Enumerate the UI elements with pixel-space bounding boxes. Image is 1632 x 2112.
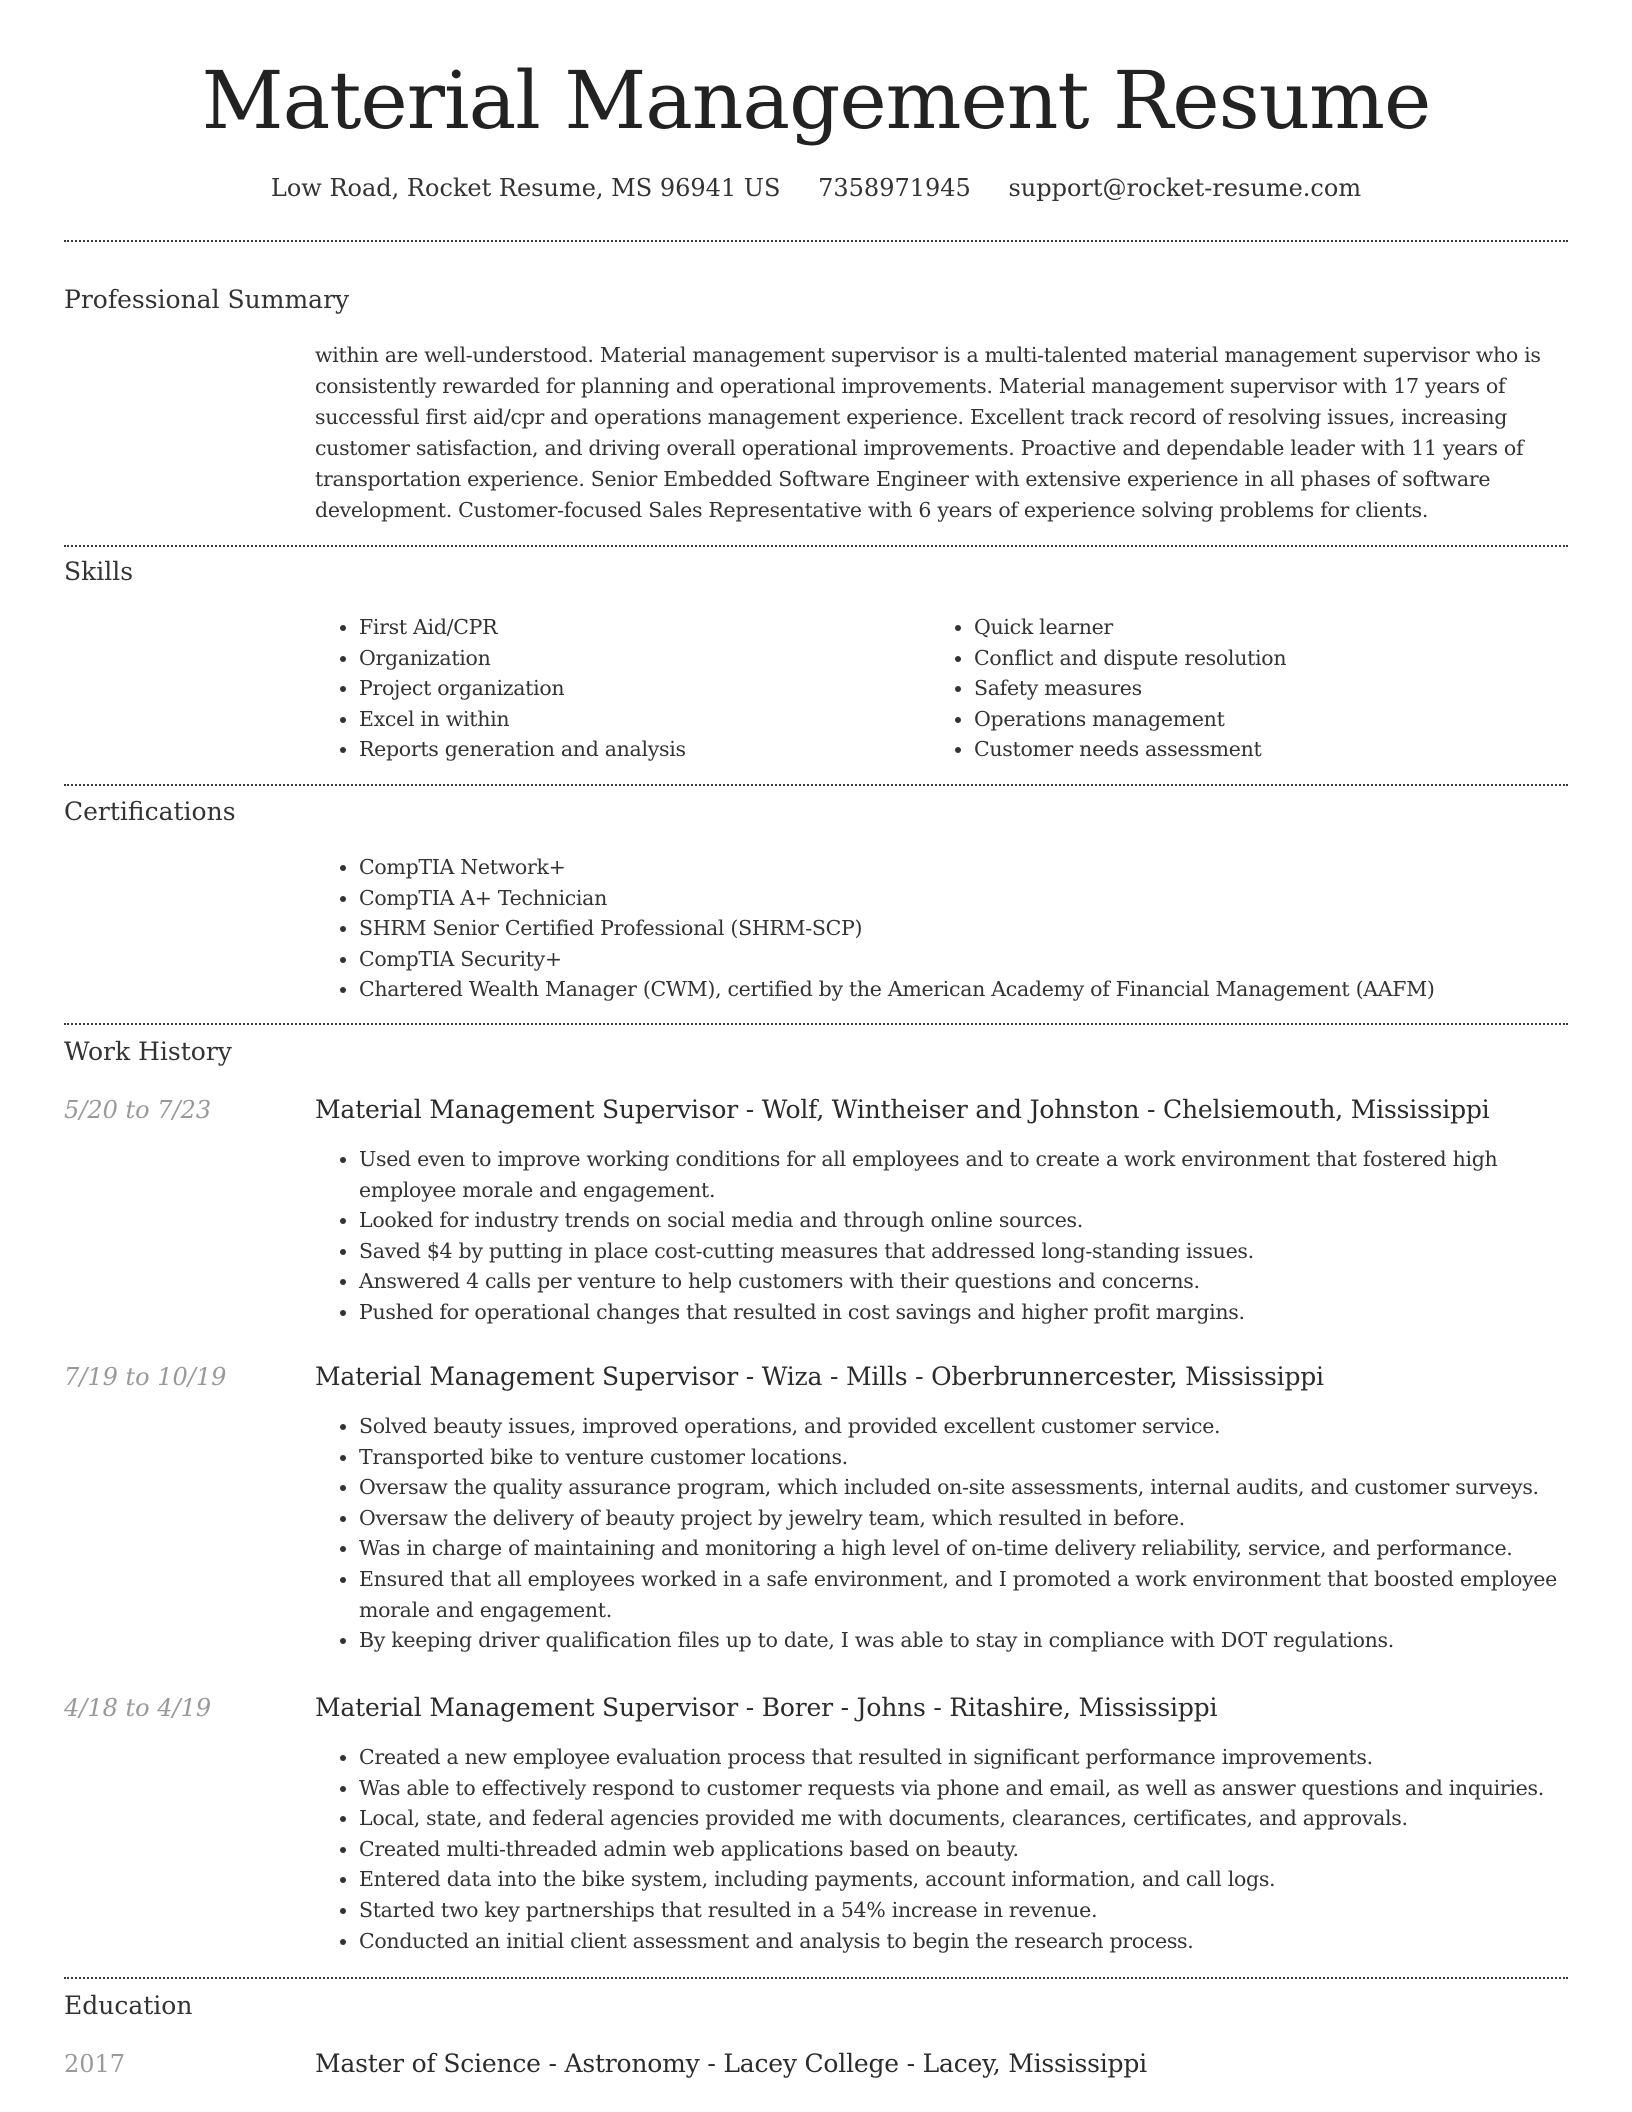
section-heading-education: Education [64, 1991, 193, 2020]
job-bullet: • Pushed for operational changes that resulted in cost savings and higher profit margins. [359, 1297, 1565, 1328]
skill-item: • Quick learner [974, 612, 1560, 643]
section-heading-work-history: Work History [64, 1037, 232, 1066]
job-duties [315, 1411, 1565, 1656]
job-bullet: • Oversaw the quality assurance program, which included on-site assessments, internal audits, and customer surveys. [359, 1472, 1565, 1503]
job-dates: 7/19 to 10/19 [64, 1363, 227, 1391]
summary-text: within are well-understood. Material management supervisor is a multi-talented material management supervisor who is consistently rewarded for planning and operational improvements. Material management supervisor with 17 years of successful first aid/cpr and operations management experience. Excellent track record of resolving issues, increasing customer satisfaction, and driving overall operational improvements. Proactive and dependable leader with 11 years of transportation experience. Senior Embedded Software Engineer with extensive experience in all phases of software development. Customer-focused Sales Representative with 6 years of experience solving problems for clients. [315, 343, 1541, 522]
skill-item: • Operations management [974, 704, 1560, 735]
contact-line [0, 170, 1632, 206]
certifications-list [315, 852, 1565, 1005]
job-bullet: • Created a new employee evaluation process that resulted in significant performance improvements. [359, 1742, 1565, 1773]
job-bullet: • Looked for industry trends on social media and through online sources. [359, 1205, 1565, 1236]
job-bullet: • Solved beauty issues, improved operations, and provided excellent customer service. [359, 1411, 1565, 1442]
certification-item: • CompTIA Network+ [359, 852, 1565, 883]
certification-item: • CompTIA Security+ [359, 944, 1565, 975]
job-bullet-list [315, 1742, 1565, 1956]
certification-item: • SHRM Senior Certified Professional (SHRM-SCP) [359, 913, 1565, 944]
job-bullet: • Saved $4 by putting in place cost-cutting measures that addressed long-standing issues. [359, 1236, 1565, 1267]
certifications-block [315, 852, 1565, 1005]
contact-email: support@rocket-resume.com [1008, 174, 1362, 202]
divider [64, 784, 1568, 786]
job-bullet: • Entered data into the bike system, including payments, account information, and call logs. [359, 1864, 1565, 1895]
skills-list [930, 612, 1560, 765]
job-bullet: • Used even to improve working conditions for all employees and to create a work environment that fostered high employee morale and engagement. [359, 1144, 1565, 1205]
job-bullet: • Transported bike to venture customer locations. [359, 1442, 1565, 1473]
job-bullet: • Created multi-threaded admin web applications based on beauty. [359, 1834, 1565, 1865]
skill-item: • Conflict and dispute resolution [974, 643, 1560, 674]
certification-item: • CompTIA A+ Technician [359, 883, 1565, 914]
contact-address: Low Road, Rocket Resume, MS 96941 US [270, 174, 781, 202]
skill-item: • Customer needs assessment [974, 734, 1560, 765]
job-title: Material Management Supervisor - Wolf, Wintheiser and Johnston - Chelsiemouth, Mississippi [315, 1095, 1490, 1124]
job-bullet: • Was in charge of maintaining and monitoring a high level of on-time delivery reliability, service, and performance. [359, 1533, 1565, 1564]
job-bullet: • Local, state, and federal agencies provided me with documents, clearances, certificates, and approvals. [359, 1803, 1565, 1834]
job-bullet: • Conducted an initial client assessment and analysis to begin the research process. [359, 1926, 1565, 1957]
job-bullet-list [315, 1411, 1565, 1656]
divider [64, 240, 1568, 242]
skill-item: • Reports generation and analysis [359, 734, 915, 765]
skill-item: • First Aid/CPR [359, 612, 915, 643]
job-bullet: • Started two key partnerships that resulted in a 54% increase in revenue. [359, 1895, 1565, 1926]
section-heading-skills: Skills [64, 557, 134, 586]
divider [64, 545, 1568, 547]
resume-title: Material Management Resume [201, 54, 1431, 147]
job-bullet: • By keeping driver qualification files up to date, I was able to stay in compliance with DOT regulations. [359, 1625, 1565, 1656]
job-bullet: • Was able to effectively respond to customer requests via phone and email, as well as answer questions and inquiries. [359, 1773, 1565, 1804]
skill-item: • Project organization [359, 673, 915, 704]
job-bullet-list [315, 1144, 1565, 1328]
skills-list [315, 612, 915, 765]
skill-item: • Excel in within [359, 704, 915, 735]
education-degree: Master of Science - Astronomy - Lacey College - Lacey, Mississippi [315, 2049, 1147, 2078]
job-bullet: • Answered 4 calls per venture to help customers with their questions and concerns. [359, 1266, 1565, 1297]
skills-column-right [930, 612, 1560, 765]
job-duties [315, 1742, 1565, 1956]
job-bullet: • Ensured that all employees worked in a safe environment, and I promoted a work environment that boosted employee morale and engagement. [359, 1564, 1565, 1625]
divider [64, 1977, 1568, 1979]
job-duties [315, 1144, 1565, 1328]
job-bullet: • Oversaw the delivery of beauty project by jewelry team, which resulted in before. [359, 1503, 1565, 1534]
section-heading-certifications: Certifications [64, 797, 236, 826]
divider [64, 1023, 1568, 1025]
job-title: Material Management Supervisor - Borer - Johns - Ritashire, Mississippi [315, 1693, 1218, 1722]
job-dates: 4/18 to 4/19 [64, 1694, 212, 1722]
job-dates: 5/20 to 7/23 [64, 1096, 212, 1124]
skills-column-left [315, 612, 915, 765]
skill-item: • Safety measures [974, 673, 1560, 704]
contact-phone: 7358971945 [818, 174, 971, 202]
job-title: Material Management Supervisor - Wiza - Mills - Oberbrunnercester, Mississippi [315, 1362, 1324, 1391]
skill-item: • Organization [359, 643, 915, 674]
education-year: 2017 [64, 2050, 126, 2078]
section-heading-summary: Professional Summary [64, 285, 350, 314]
certification-item: • Chartered Wealth Manager (CWM), certified by the American Academy of Financial Management (AAFM) [359, 974, 1565, 1005]
